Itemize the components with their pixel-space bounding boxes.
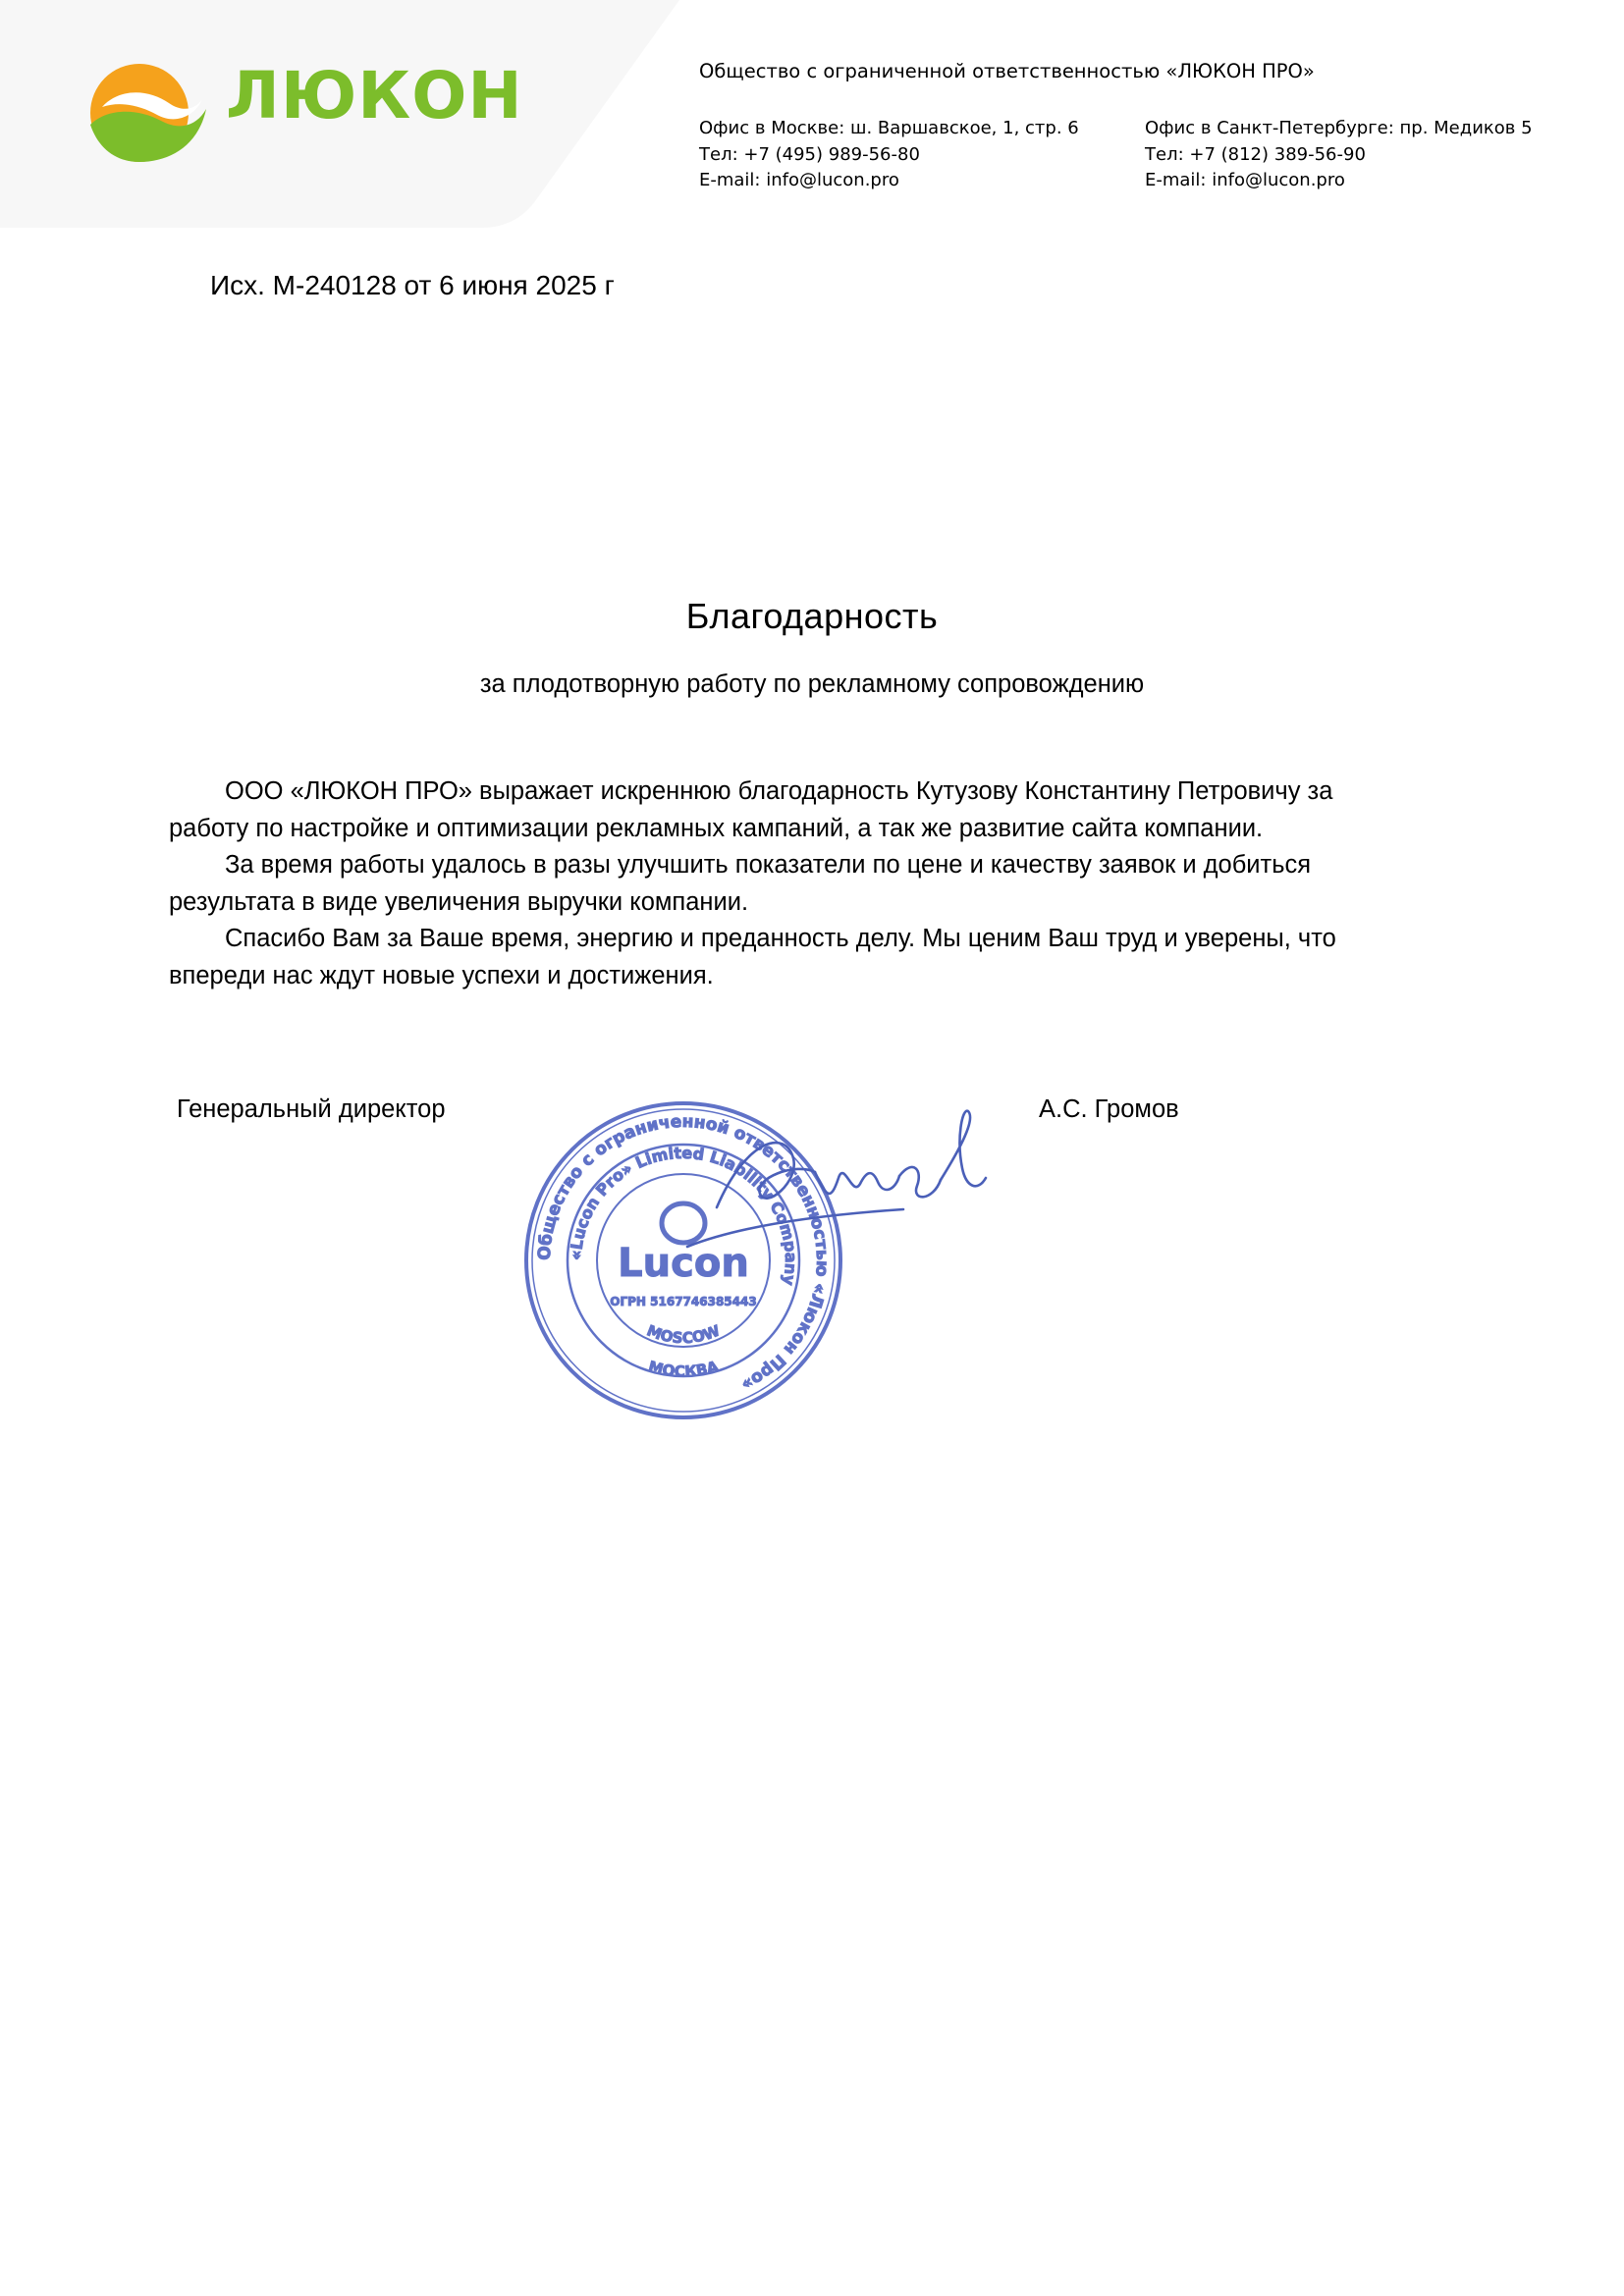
stamp-city-ru: МОСКВА <box>646 1357 721 1381</box>
body-paragraph: За время работы удалось в разы улучшить показатели по цене и качеству заявок и добиться результата в виде увеличения выручки компании. <box>169 851 1312 916</box>
stamp-inner-ring-text: «Lucon Pro» Limited Liability Company <box>566 1143 801 1288</box>
document-subtitle: за плодотворную работу по рекламному сопровождению <box>479 670 1145 698</box>
document-title: Благодарность <box>685 596 939 636</box>
stamp-outer-ring-text: Общество с ограниченной ответственностью «Люкон Про» <box>534 1111 833 1395</box>
office-moscow-email: E-mail: info@lucon.pro <box>699 170 899 190</box>
company-logo <box>81 54 523 164</box>
stamp-ogrn: ОГРН 5167746385443 <box>610 1295 757 1308</box>
logo-wordmark: ЛЮКОН <box>226 58 523 133</box>
handwritten-signature <box>677 1099 992 1286</box>
signatory-name: А.С. Громов <box>1039 1095 1179 1123</box>
office-moscow-address: Офис в Москве: ш. Варшавское, 1, стр. 6 <box>699 118 1079 138</box>
signatory-position: Генеральный директор <box>177 1095 446 1123</box>
office-spb-address: Офис в Санкт-Петербурге: пр. Медиков 5 <box>1145 118 1533 138</box>
logo-mark-green <box>90 109 206 162</box>
stamp-logo-text: Lucon <box>618 1241 749 1286</box>
office-spb-email: E-mail: info@lucon.pro <box>1145 170 1345 190</box>
stamp-city-en: MOSCOW <box>644 1321 723 1348</box>
office-spb <box>1145 116 1533 194</box>
outgoing-reference: Исх. М-240128 от 6 июня 2025 г <box>210 270 615 300</box>
logo-mark-icon <box>81 56 208 164</box>
body-paragraph: ООО «ЛЮКОН ПРО» выражает искреннюю благодарность Кутузову Константину Петровичу за работу по настройке и оптимизации рекламных кампаний, а так же развитие сайта компании. <box>169 777 1333 842</box>
letter-body <box>169 774 1502 994</box>
office-moscow <box>699 116 1079 194</box>
office-spb-phone: Тел: +7 (812) 389-56-90 <box>1145 143 1366 165</box>
office-moscow-phone: Тел: +7 (495) 989-56-80 <box>699 143 920 165</box>
company-full-name: Общество с ограниченной ответственностью «ЛЮКОН ПРО» <box>699 60 1315 82</box>
body-paragraph: Спасибо Вам за Ваше время, энергию и преданность делу. Мы ценим Ваш труд и уверены, что впереди нас ждут новые успехи и достижения. <box>169 925 1336 989</box>
